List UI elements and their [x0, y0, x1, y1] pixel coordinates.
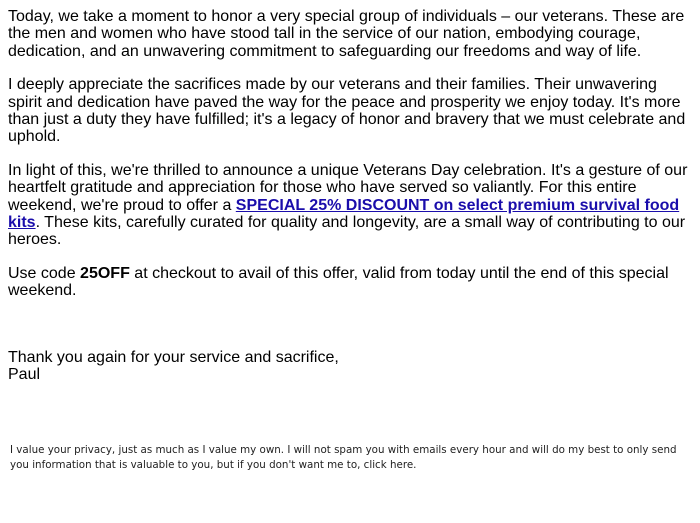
offer-text-after-link: . These kits, carefully curated for quality and longevity, are a small way of contributing to our heroes.: [8, 214, 686, 249]
offer-paragraph: [8, 162, 692, 249]
signoff-line: Thank you again for your service and sacrifice,: [8, 348, 339, 366]
offer-text-before-link: In light of this, we're thrilled to announce a unique Veterans Day celebration. It's a gesture of our heartfelt gratitude and appreciation for those who have served so valiantly. For this entire weekend, we're proud to offer a: [8, 161, 688, 214]
appreciation-paragraph: I deeply appreciate the sacrifices made by our veterans and their families. Their unwavering spirit and dedication have paved the way for the peace and prosperity we enjoy today. It's more than just a duty they have fulfilled; it's a legacy of honor and bravery that we must celebrate and uphold.: [8, 76, 686, 146]
signature: Paul: [8, 366, 41, 384]
blank-space: [8, 316, 692, 349]
coupon-paragraph: [8, 265, 692, 300]
privacy-footer[interactable]: I value your privacy, just as much as I value my own. I will not spam you with emails every hour and will do my best to only send you information that is valuable to you, but if you don't want me to, click here.: [10, 444, 677, 471]
coupon-code: 25OFF: [80, 264, 130, 282]
intro-paragraph: Today, we take a moment to honor a very special group of individuals – our veterans. These are the men and women who have stood tall in the service of our nation, embodying courage, dedication, and an unwavering commitment to safeguarding our freedoms and way of life.: [8, 8, 685, 60]
coupon-text-after-code: at checkout to avail of this offer, valid from today until the end of this special weekend.: [8, 264, 669, 300]
discount-offer-link[interactable]: SPECIAL 25% DISCOUNT on select premium survival food kits: [8, 196, 680, 232]
email-body: [8, 8, 692, 384]
coupon-text-before-code: Use code: [8, 264, 81, 282]
